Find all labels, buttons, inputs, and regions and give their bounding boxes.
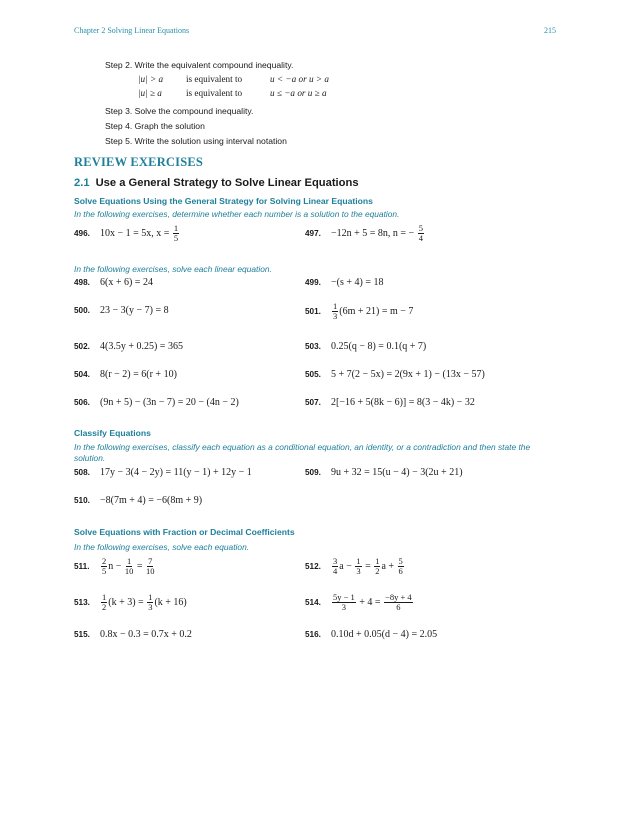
exercise-number: 505. <box>305 370 321 379</box>
exercise-number: 498. <box>74 278 90 287</box>
equation: 0.25(q − 8) = 0.1(q + 7) <box>331 341 427 352</box>
exercise-516 <box>305 629 437 640</box>
equation: 8(r − 2) = 6(r + 10) <box>100 369 177 380</box>
exercise-number: 509. <box>305 468 321 477</box>
exercise-500 <box>74 305 169 316</box>
equation: 17y − 3(4 − 2y) = 11(y − 1) + 12y − 1 <box>100 467 252 478</box>
equation: 23 − 3(y − 7) = 8 <box>100 305 169 316</box>
instruction-solve-linear: In the following exercises, solve each linear equation. <box>74 264 272 274</box>
equation: −(s + 4) = 18 <box>331 277 384 288</box>
equiv-lhs: |u| ≥ a <box>138 87 162 98</box>
exercise-number: 503. <box>305 342 321 351</box>
equation: −12n + 5 = 8n, n = − $\frac{5}{4}$ <box>331 223 423 243</box>
equation: 4(3.5y + 0.25) = 365 <box>100 341 183 352</box>
exercise-503 <box>305 341 426 352</box>
equiv-rhs: u < −a or u > a <box>270 73 329 84</box>
exercise-508 <box>74 467 252 478</box>
subheading-fractions: Solve Equations with Fraction or Decimal Coefficients <box>74 527 295 537</box>
equation: 9u + 32 = 15(u − 4) − 3(2u + 21) <box>331 467 463 478</box>
steps-list <box>105 60 525 147</box>
step-3: Step 3. Solve the compound inequality. <box>105 106 254 116</box>
exercise-504 <box>74 369 177 380</box>
equation: −8(7m + 4) = −6(8m + 9) <box>100 495 203 506</box>
exercise-number: 514. <box>305 598 321 607</box>
exercise-502 <box>74 341 183 352</box>
exercise-514 <box>305 593 414 612</box>
exercise-number: 500. <box>74 306 90 315</box>
equation: 2[−16 + 5(8k − 6)] = 8(3 − 4k) − 32 <box>331 397 475 408</box>
review-exercises-heading: REVIEW EXERCISES <box>74 155 204 169</box>
exercise-509 <box>305 467 463 478</box>
exercise-498 <box>74 277 153 288</box>
subheading-classify: Classify Equations <box>74 428 151 438</box>
exercise-512 <box>305 557 405 576</box>
exercise-499 <box>305 277 383 288</box>
exercise-number: 510. <box>74 496 90 505</box>
exercise-513 <box>74 593 187 612</box>
exercise-515 <box>74 629 192 640</box>
step-4: Step 4. Graph the solution <box>105 121 205 131</box>
equation: $\frac{3}{4}$ a − $\frac{1}{3}$ = $\frac{1}{2}$ a + $\frac{5}{6}$ <box>333 556 403 576</box>
exercise-number: 502. <box>74 342 90 351</box>
exercise-number: 496. <box>74 229 90 238</box>
exercise-number: 516. <box>305 630 321 639</box>
subheading-general-strategy: Solve Equations Using the General Strategy for Solving Linear Equations <box>74 196 373 206</box>
step-5: Step 5. Write the solution using interval notation <box>105 136 287 146</box>
exercise-497 <box>305 224 425 243</box>
instruction-solve-each: In the following exercises, solve each equation. <box>74 542 250 552</box>
section-title: Use a General Strategy to Solve Linear Equations <box>95 177 359 189</box>
exercise-number: 508. <box>74 468 90 477</box>
equation: $\frac{2}{5}$ n − $\frac{1}{10}$ = $\frac{7}{10}$ <box>102 556 155 576</box>
exercise-number: 513. <box>74 598 90 607</box>
equation: $\frac{5y - 1}{3}$ + 4 = $\frac{-8y + 4}{6}$ <box>333 592 412 612</box>
exercise-510 <box>74 495 202 506</box>
exercise-506 <box>74 397 239 408</box>
exercise-number: 504. <box>74 370 90 379</box>
exercise-511 <box>74 557 156 576</box>
section-heading <box>74 177 359 189</box>
equation: 5 + 7(2 − 5x) = 2(9x + 1) − (13x − 57) <box>331 369 485 380</box>
equation: 6(x + 6) = 24 <box>100 277 153 288</box>
step-2: Step 2. Write the equivalent compound inequality. <box>105 60 294 70</box>
running-header <box>74 26 556 35</box>
equation: 0.8x − 0.3 = 0.7x + 0.2 <box>100 629 192 640</box>
equivalence-row <box>138 86 525 100</box>
chapter-title: Chapter 2 Solving Linear Equations <box>74 26 190 35</box>
exercise-number: 512. <box>305 562 321 571</box>
section-number: 2.1 <box>74 177 90 189</box>
equation: $\frac{1}{2}$ (k + 3) = $\frac{1}{3}$ (k + 16) <box>102 592 187 612</box>
equation: 0.10d + 0.05(d − 4) = 2.05 <box>331 629 438 640</box>
page-number: 215 <box>544 26 556 35</box>
exercise-507 <box>305 397 475 408</box>
equivalence-table <box>138 72 525 100</box>
equiv-rhs: u ≤ −a or u ≥ a <box>270 87 327 98</box>
exercise-number: 515. <box>74 630 90 639</box>
equivalence-row <box>138 72 525 86</box>
equation: 10x − 1 = 5x, x = $\frac{1}{5}$ <box>100 223 179 243</box>
exercise-number: 511. <box>74 562 90 571</box>
exercise-505 <box>305 369 485 380</box>
equation: (9n + 5) − (3n − 7) = 20 − (4n − 2) <box>100 397 239 408</box>
instruction-classify: In the following exercises, classify each equation as a conditional equation, an identity, or a contradiction and then state the solution. <box>74 442 531 463</box>
equation: $\frac{1}{3}$ (6m + 21) = m − 7 <box>333 301 414 321</box>
exercise-number: 507. <box>305 398 321 407</box>
exercise-number: 499. <box>305 278 321 287</box>
equiv-mid: is equivalent to <box>186 87 243 98</box>
equiv-mid: is equivalent to <box>186 73 243 84</box>
exercise-number: 497. <box>305 229 321 238</box>
exercise-number: 506. <box>74 398 90 407</box>
equiv-lhs: |u| > a <box>138 73 164 84</box>
exercise-number: 501. <box>305 307 321 316</box>
instruction-check-solution: In the following exercises, determine whether each number is a solution to the equation. <box>74 209 400 219</box>
exercise-496 <box>74 224 180 243</box>
exercise-501 <box>305 302 413 321</box>
